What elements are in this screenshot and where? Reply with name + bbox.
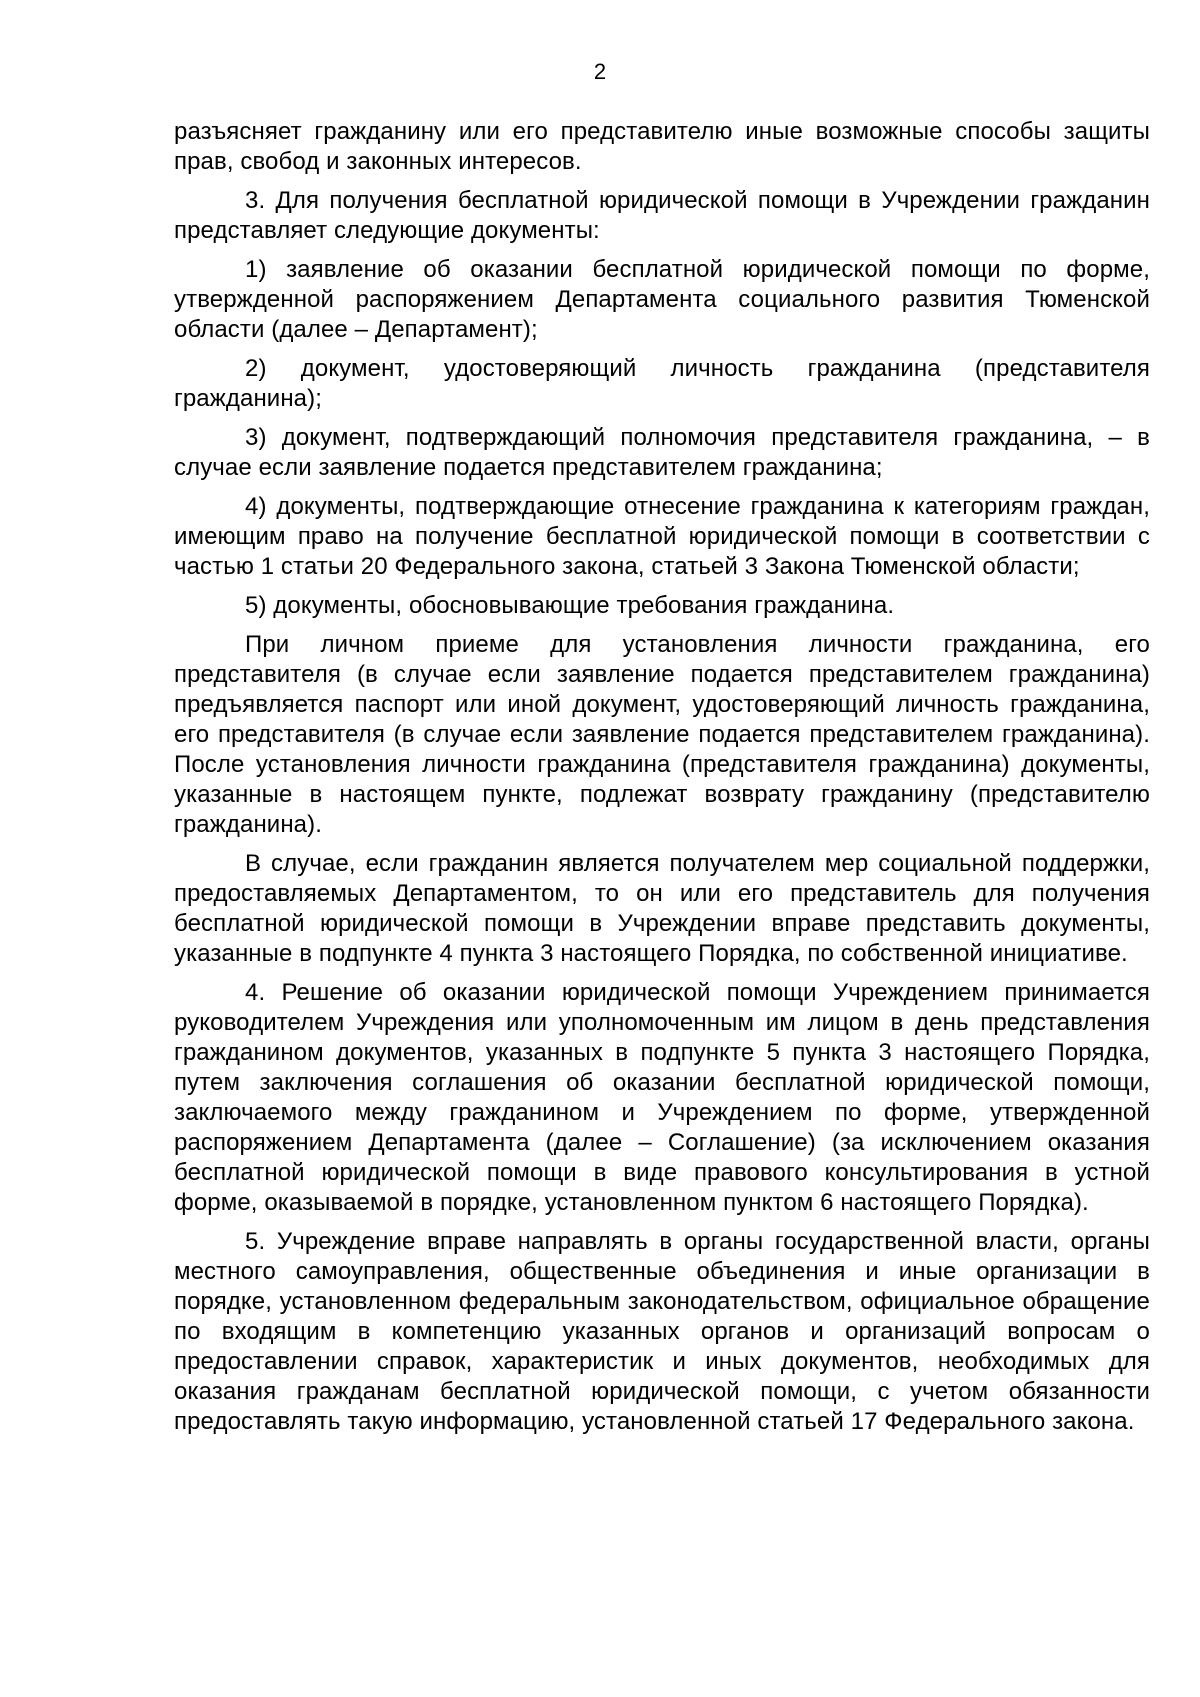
page-number: 2 (593, 59, 607, 84)
paragraph-item-4: 4. Решение об оказании юридической помощи Учреждением принимается руководителем Учреждения или уполномоченным им лицом в день представления гражданином документов, указанных в подпункте 5 пункта 3 настоящего Порядка, путем заключения соглашения об оказании бесплатной юридической помощи, заключаемого между гражданином и Учреждением по форме, утвержденной распоряжением Департамента (далее – Соглашение) (за исключением оказания бесплатной юридической помощи в виде правового консультирования в устной форме, оказываемой в порядке, установленном пунктом 6 настоящего Порядка). (174, 979, 1150, 1216)
paragraph-continuation: разъясняет гражданину или его представителю иные возможные способы защиты прав, свобод и законных интересов. (174, 118, 1150, 175)
paragraph-subitem-5: 5) документы, обосновывающие требования гражданина. (245, 592, 895, 619)
document-body (174, 117, 1150, 1446)
paragraph-item-5: 5. Учреждение вправе направлять в органы государственной власти, органы местного самоуправления, общественные объединения и иные организации в порядке, установленном федеральным законодательством, официальное обращение по входящим в компетенцию указанных органов и организаций вопросам о предоставлении справок, характеристик и иных документов, необходимых для оказания гражданам бесплатной юридической помощи, с учетом обязанности предоставлять такую информацию, установленной статьей 17 Федерального закона. (174, 1228, 1150, 1435)
paragraph-social-support: В случае, если гражданин является получателем мер социальной поддержки, предоставляемых Департаментом, то он или его представитель для получения бесплатной юридической помощи в Учреждении вправе представить документы, указанные в подпункте 4 пункта 3 настоящего Порядка, по собственной инициативе. (174, 850, 1150, 967)
paragraph-subitem-2: 2) документ, удостоверяющий личность гражданина (представителя гражданина); (174, 355, 1150, 412)
paragraph-item-3: 3. Для получения бесплатной юридической помощи в Учреждении гражданин представляет следующие документы: (174, 187, 1150, 244)
paragraph-personal-reception: При личном приеме для установления личности гражданина, его представителя (в случае если заявление подается представителем гражданина) предъявляется паспорт или иной документ, удостоверяющий личность гражданина, его представителя (в случае если заявление подается представителем гражданина). После установления личности гражданина (представителя гражданина) документы, указанные в настоящем пункте, подлежат возврату гражданину (представителю гражданина). (174, 631, 1150, 838)
paragraph-subitem-1: 1) заявление об оказании бесплатной юридической помощи по форме, утвержденной распоряжением Департамента социального развития Тюменской области (далее – Департамент); (174, 256, 1150, 343)
paragraph-subitem-4: 4) документы, подтверждающие отнесение гражданина к категориям граждан, имеющим право на получение бесплатной юридической помощи в соответствии с частью 1 статьи 20 Федерального закона, статьей 3 Закона Тюменской области; (174, 493, 1150, 580)
paragraph-subitem-3: 3) документ, подтверждающий полномочия представителя гражданина, – в случае если заявление подается представителем гражданина; (174, 424, 1150, 481)
